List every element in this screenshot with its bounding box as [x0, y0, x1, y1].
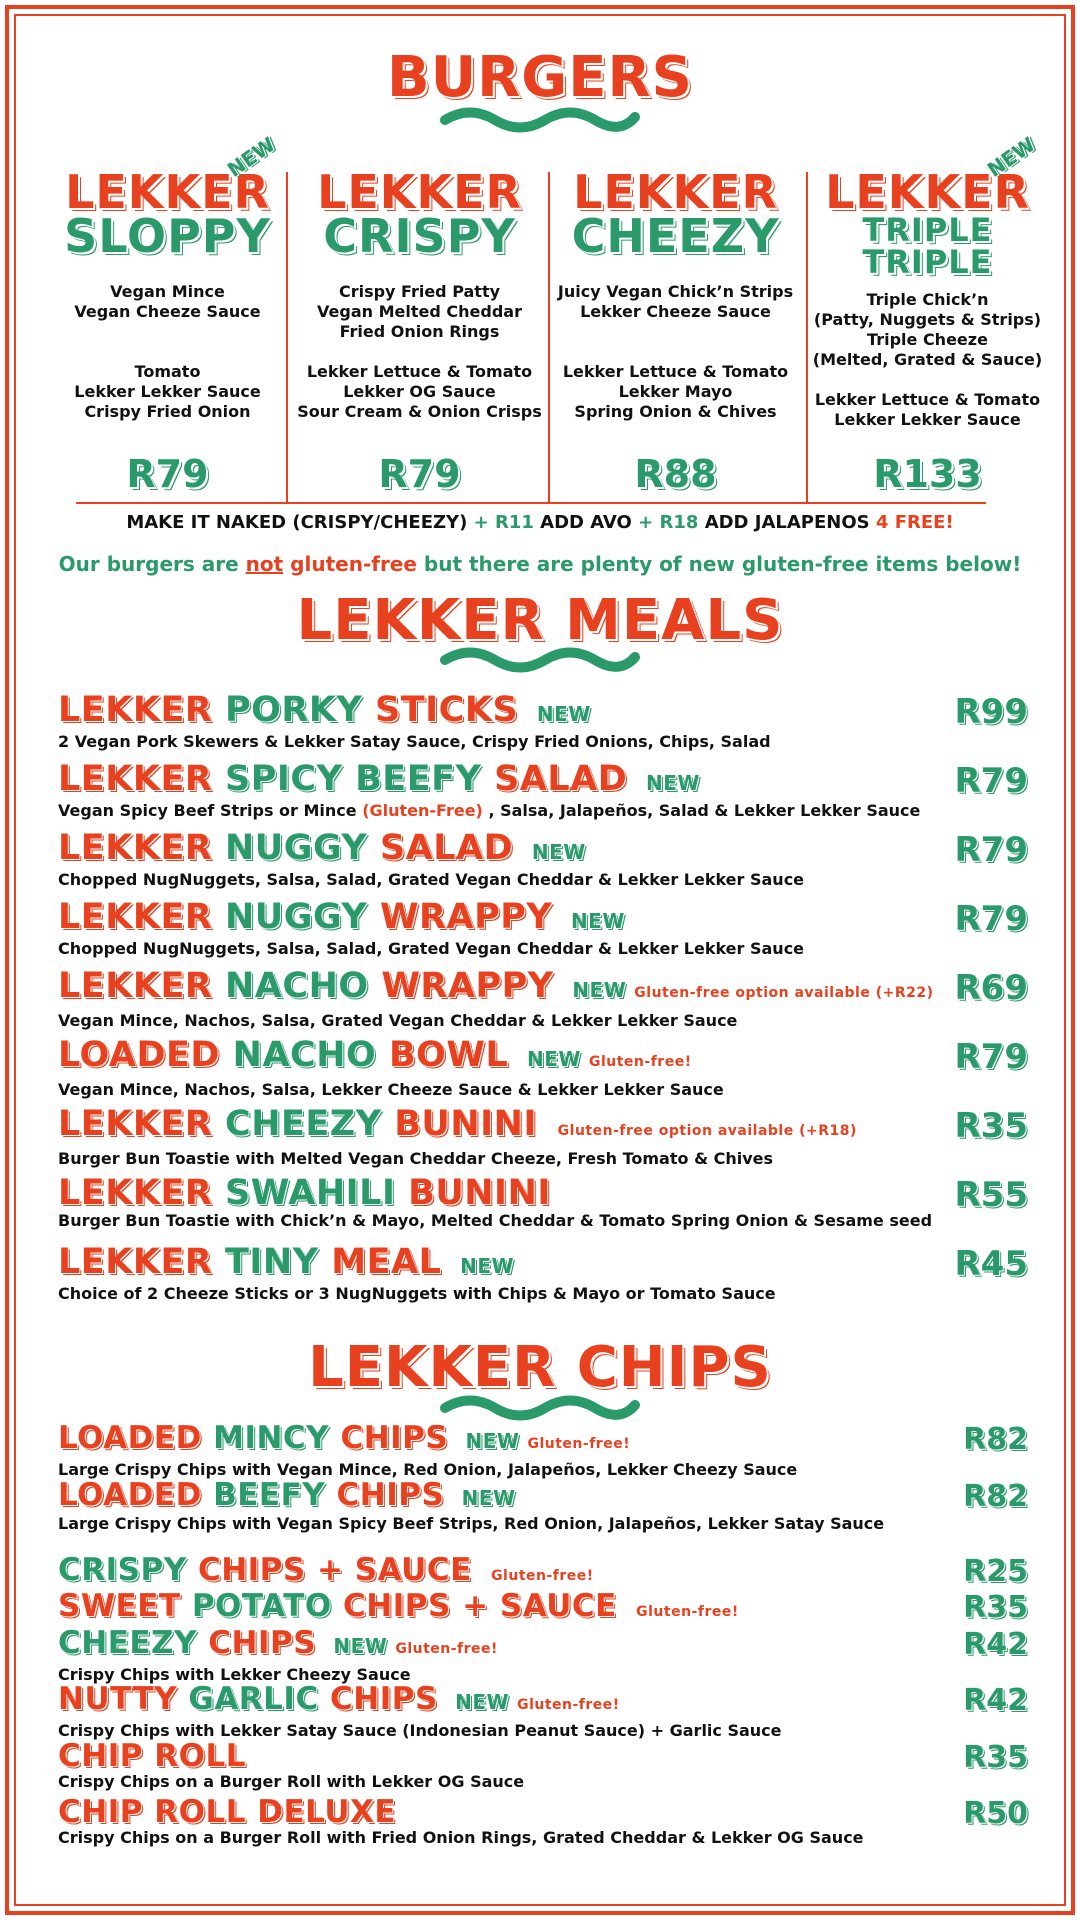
description-text: Chopped NugNuggets, Salsa, Salad, Grated Vegan Cheddar & Lekker Lekker Sauce [58, 939, 805, 958]
burgers-title: BURGERS [387, 45, 693, 110]
menu-item-title-word: NUGGY [225, 828, 368, 868]
menu-item-price: R42 [963, 1683, 1028, 1718]
burger-description: Crispy Fried Patty Vegan Melted Cheddar Fried Onion Rings Lekker Lettuce & Tomato Lekker OG Sauce Sour Cream & Onion Crisps [297, 282, 542, 421]
menu-item-title-word: MINCY [213, 1420, 330, 1456]
menu-item-price: R35 [954, 1106, 1028, 1146]
description-text: Vegan Mince, Nachos, Salsa, Grated Vegan Cheddar & Lekker Lekker Sauce [58, 1011, 738, 1030]
gluten-free-tag: Gluten-free! [517, 1697, 620, 1713]
description-text: Burger Bun Toastie with Melted Vegan Cheddar Cheeze, Fresh Tomato & Chives [58, 1149, 774, 1168]
burger-name-line2: TRIPLE [862, 211, 993, 249]
new-tag: NEW [455, 1690, 510, 1714]
menu-item-title-word: CHIPS + SAUCE [197, 1552, 472, 1588]
new-tag: NEW [531, 840, 586, 864]
description-text: Burger Bun Toastie with Chick’n & Mayo, Melted Cheddar & Tomato Spring Onion & Sesame seed [58, 1211, 933, 1230]
menu-item-title-word: CHIP ROLL DELUXE [58, 1794, 397, 1830]
new-tag: NEW [460, 1254, 515, 1278]
menu-item [58, 1627, 1028, 1685]
gluten-free-tag: Gluten-free! [636, 1604, 739, 1620]
burger-card-triple-triple [800, 165, 1055, 500]
squiggle-divider-burgers [440, 105, 640, 135]
menu-item-price: R79 [954, 899, 1028, 939]
menu-item-title [58, 1479, 1028, 1514]
menu-item-title-word: CHIPS [336, 1477, 445, 1513]
menu-item [58, 692, 1028, 752]
burger-name-line1: LEKKER [573, 165, 778, 219]
burger-name-line2: CHEEZY [571, 209, 780, 263]
burger-price: R88 [634, 452, 717, 496]
menu-item-title [58, 1683, 1028, 1721]
menu-item-title-word: LOADED [58, 1420, 202, 1456]
menu-item-title-word: LEKKER [58, 1242, 213, 1282]
menu-item-price: R82 [963, 1479, 1028, 1514]
description-text: Vegan Spicy Beef Strips or Mince [58, 801, 357, 820]
gluten-free-tag: Gluten-free option available (+R18) [557, 1123, 857, 1139]
gluten-free-tag: Gluten-free! [395, 1641, 498, 1657]
burger-name-line3: TRIPLE [862, 243, 993, 281]
menu-item [58, 1590, 1028, 1628]
menu-item-title-word: BEEFY [213, 1477, 326, 1513]
menu-item-price: R69 [954, 968, 1028, 1008]
menu-item [58, 1479, 1028, 1534]
menu-item-title-word: LEKKER [58, 966, 213, 1006]
burger-card-crispy [292, 165, 547, 500]
menu-item-title-word: SWAHILI [225, 1173, 396, 1213]
menu-item-title [58, 830, 1028, 870]
burger-description: Juicy Vegan Chick’n Strips Lekker Cheeze Sauce Lekker Lettuce & Tomato Lekker Mayo Spring Onion & Chives [557, 282, 794, 421]
menu-item-title-word: CHEEZY [58, 1625, 197, 1661]
menu-item-title-word: TINY [225, 1242, 319, 1282]
menu-item-description [58, 1080, 1028, 1100]
burger-name-line1: LEKKER [65, 165, 270, 219]
menu-item-title [58, 1106, 1028, 1149]
description-text: Crispy Chips on a Burger Roll with Lekker OG Sauce [58, 1772, 525, 1791]
description-text: Crispy Chips with Lekker Cheezy Sauce [58, 1665, 411, 1684]
burger-card-sloppy [40, 165, 295, 500]
menu-item-title-word: BUNINI [394, 1104, 537, 1144]
description-text: 2 Vegan Pork Skewers & Lekker Satay Sauce, Crispy Fried Onions, Chips, Salad [58, 732, 771, 751]
menu-item-description [58, 1284, 1028, 1304]
menu-item-title [58, 1422, 1028, 1460]
menu-item-title [58, 1796, 1028, 1828]
menu-item [58, 1037, 1028, 1100]
menu-item-description [58, 939, 1028, 959]
burger-price: R79 [126, 452, 209, 496]
new-tag: NEW [536, 702, 591, 726]
menu-item-title [58, 1627, 1028, 1665]
menu-item-title [58, 1244, 1028, 1284]
menu-item [58, 1422, 1028, 1480]
new-tag: NEW [570, 909, 625, 933]
new-tag: NEW [527, 1047, 581, 1071]
menu-item-title [58, 761, 1028, 801]
menu-item-price: R55 [954, 1175, 1028, 1215]
gluten-free-tag: Gluten-free! [588, 1054, 692, 1070]
burger-description: Vegan Mince Vegan Cheeze Sauce Tomato Lekker Lekker Sauce Crispy Fried Onion [74, 282, 261, 421]
burger-addons: MAKE IT NAKED (CRISPY/CHEEZY) + R11 ADD AVO + R18 ADD JALAPENOS 4 FREE! [126, 512, 954, 533]
menu-item-price: R79 [954, 1037, 1028, 1077]
menu-item [58, 899, 1028, 959]
menu-item-title [58, 1740, 1028, 1772]
menu-item-title-word: CHEEZY [225, 1104, 382, 1144]
menu-item-title-word: NUTTY [58, 1681, 178, 1717]
gluten-note: Our burgers are not gluten-free but there are plenty of new gluten-free items below! [58, 552, 1022, 576]
menu-item-title-word: CHIP ROLL [58, 1738, 246, 1774]
menu-item-price: R50 [963, 1796, 1028, 1831]
new-tag: NEW [333, 1634, 388, 1658]
squiggle-divider-meals [440, 645, 640, 675]
menu-item-title-word: GARLIC [188, 1681, 319, 1717]
menu-item [58, 1740, 1028, 1792]
menu-item-title [58, 899, 1028, 939]
menu-item-title-word: SPICY BEEFY [225, 759, 482, 799]
menu-item-title-word: LEKKER [58, 690, 213, 730]
burger-name-line1: LEKKER [317, 165, 522, 219]
menu-item-title-word: LEKKER [58, 1173, 213, 1213]
menu-item-title-word: CHIPS + SAUCE [343, 1588, 617, 1624]
menu-item-title-word: LEKKER [58, 759, 213, 799]
menu-item-description [58, 1514, 1028, 1534]
description-text: Large Crispy Chips with Vegan Mince, Red Onion, Jalapeños, Lekker Cheezy Sauce [58, 1460, 798, 1479]
menu-item-price: R82 [963, 1422, 1028, 1457]
menu-item-title-word: STICKS [375, 690, 519, 730]
new-badge: NEW [982, 132, 1040, 182]
menu-item-title-word: CRISPY [58, 1552, 187, 1588]
burger-name-line1: LEKKER [825, 165, 1030, 219]
description-text: Vegan Mince, Nachos, Salsa, Lekker Cheeze Sauce & Lekker Lekker Sauce [58, 1080, 724, 1099]
menu-item-title-word: NACHO [225, 966, 369, 1006]
burger-name-line2: SLOPPY [64, 209, 271, 263]
menu-item [58, 1554, 1028, 1592]
description-text: Chopped NugNuggets, Salsa, Salad, Grated Vegan Cheddar & Lekker Lekker Sauce [58, 870, 805, 889]
menu-item-title-word: CHIPS [330, 1681, 438, 1717]
burger-price: R133 [873, 452, 982, 496]
menu-item-price: R25 [963, 1554, 1028, 1589]
menu-item-title-word: SALAD [379, 828, 514, 868]
menu-item-title-word: BOWL [388, 1035, 509, 1075]
burgers-bottom-rule [76, 502, 986, 504]
burger-card-cheezy [548, 165, 803, 500]
menu-item-description [58, 1211, 1028, 1231]
menu-item-title-word: CHIPS [340, 1420, 449, 1456]
menu-item [58, 830, 1028, 890]
menu-item-title-word: NACHO [232, 1035, 377, 1075]
menu-item-title [58, 1554, 1028, 1592]
menu-item-title-word: SWEET [58, 1588, 181, 1624]
new-tag: NEW [461, 1486, 516, 1510]
menu-item-title-word: POTATO [191, 1588, 332, 1624]
menu-item-title-word: LEKKER [58, 1104, 213, 1144]
menu-item [58, 968, 1028, 1031]
description-text: Choice of 2 Cheeze Sticks or 3 NugNuggets with Chips & Mayo or Tomato Sauce [58, 1284, 776, 1303]
menu-item-title-word: NUGGY [225, 897, 368, 937]
menu-item [58, 761, 1028, 821]
menu-item-price: R45 [954, 1244, 1028, 1284]
menu-item-price: R35 [963, 1740, 1028, 1775]
menu-item-price: R79 [954, 830, 1028, 870]
menu-item-price: R35 [963, 1590, 1028, 1625]
menu-item-title-word: LOADED [58, 1035, 220, 1075]
menu-item-price: R79 [954, 761, 1028, 801]
menu-item [58, 1796, 1028, 1848]
description-gluten-free: (Gluten-Free) [362, 801, 483, 820]
menu-item-description [58, 1149, 1028, 1169]
gluten-free-tag: Gluten-free! [491, 1568, 594, 1584]
menu-item-title [58, 692, 1028, 732]
gluten-free-tag: Gluten-free option available (+R22) [634, 985, 934, 1001]
burger-price: R79 [378, 452, 461, 496]
description-text-tail: , Salsa, Jalapeños, Salad & Lekker Lekker Sauce [488, 801, 921, 820]
meals-title: LEKKER MEALS [296, 588, 784, 653]
menu-item-title-word: WRAPPY [381, 966, 554, 1006]
burger-description: Triple Chick’n (Patty, Nuggets & Strips) Triple Cheeze (Melted, Grated & Sauce) Lekker Lettuce & Tomato Lekker Lekker Sauce [812, 290, 1043, 429]
menu-item-title [58, 1037, 1028, 1080]
menu-item-title-word: BUNINI [408, 1173, 551, 1213]
description-text: Crispy Chips with Lekker Satay Sauce (Indonesian Peanut Sauce) + Garlic Sauce [58, 1721, 782, 1740]
menu-item-title-word: LEKKER [58, 828, 213, 868]
description-text: Large Crispy Chips with Vegan Spicy Beef Strips, Red Onion, Jalapeños, Lekker Satay Sauce [58, 1514, 885, 1533]
new-tag: NEW [572, 978, 627, 1002]
description-text: Crispy Chips on a Burger Roll with Fried Onion Rings, Grated Cheddar & Lekker OG Sauce [58, 1828, 864, 1847]
menu-item-title-word: LEKKER [58, 897, 213, 937]
burger-name-line2: CRISPY [323, 209, 516, 263]
new-tag: NEW [646, 771, 700, 795]
menu-item [58, 1683, 1028, 1741]
menu-item [58, 1244, 1028, 1304]
menu-item-description [58, 870, 1028, 890]
menu-item-title [58, 1175, 1028, 1211]
menu-item-title-word: LOADED [58, 1477, 202, 1513]
menu-item-title-word: MEAL [331, 1242, 442, 1282]
new-badge: NEW [222, 132, 280, 182]
menu-item [58, 1175, 1028, 1231]
gluten-free-tag: Gluten-free! [527, 1436, 631, 1452]
menu-item-title-word: WRAPPY [379, 897, 553, 937]
menu-item-title [58, 968, 1028, 1011]
menu-item-description [58, 732, 1028, 752]
menu-item-price: R99 [954, 692, 1028, 732]
menu-item-title-word: CHIPS [208, 1625, 317, 1661]
chips-title: LEKKER CHIPS [308, 1335, 772, 1400]
menu-item [58, 1106, 1028, 1169]
menu-item-description [58, 1828, 1028, 1848]
squiggle-divider-chips [440, 1393, 640, 1423]
menu-item-title [58, 1590, 1028, 1628]
menu-item-description [58, 1011, 1028, 1031]
menu-item-price: R42 [963, 1627, 1028, 1662]
menu-item-description [58, 1772, 1028, 1792]
menu-item-description [58, 801, 1028, 821]
menu-item-title-word: SALAD [494, 759, 628, 799]
new-tag: NEW [465, 1429, 520, 1453]
menu-item-title-word: PORKY [225, 690, 363, 730]
column-divider [286, 172, 288, 502]
